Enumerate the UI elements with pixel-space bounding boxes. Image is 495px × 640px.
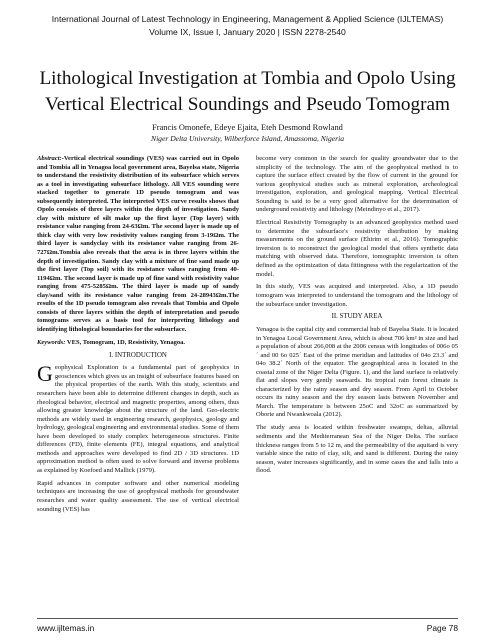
body-paragraph-1: become very common in the search for quality groundwater due to the simplicity of the technology. The aim of the geophysical method is to capture the surface effect created by the flow of current in the ground for various geophysical studies such as mineral exploration, archeological investigation, exploration, and geological mapping. Vertical Electrical Sounding is said to be a very good alternative for the determination of underground resistivity and lithology (Meindinyo et al., 2017).: [256, 155, 458, 214]
keywords-label: Keywords:: [37, 338, 66, 346]
author-list: Francis Omonefe, Edeye Ejaita, Eteh Desmond Rowland: [152, 123, 343, 132]
journal-name: International Journal of Latest Technology in Engineering, Management & Applied Science (IJLTEMAS): [51, 14, 444, 24]
study-area-paragraph-2: The study area is located within freshwater swamps, deltas, alluvial sediments and the Mediterranean Sea of the Niger Delta. The surface thickness ranges from 5 to 12 m, and the permeability of the aquitard is very variable since the ratio of clay, silt, and sand is different. During the rainy season, water increases significantly, and in some cases the and falls into a flood.: [256, 424, 458, 475]
intro-paragraph-1-text: eophysical Exploration is a fundamental part of geophysics in geosciences which gives us an insight of subsurface features based on the physical properties of the earth. With this study, scientists and researchers have been able to determine different changes in depth, such as rheological behavior, electrical and magnetic properties, among others, thus allowing greater knowledge about the structure of the land. Geo-electric methods are widely used in engineering research, geophysics, geology and hydrology, geological engineering and environmental studies. Some of them have been developed to study complex heterogeneous structures. Finite differences (FD), finite elements (FE), integral equations, and analytical methods and approaches were developed to find 2D / 3D structures. 1D approximation method is often used to solve forward and inverse problems as explained by Koefoed and Mallick (1979).: [37, 364, 239, 474]
paper-title: [20, 66, 475, 118]
body-paragraph-2: Electrical Resistivity Tomography is an advanced geophysics method used to determine the subsurface's resistivity distribution by making measurements on the ground surface (Ehirim et al., 2016). Tomographic inversion is to reconstruct the geological model that offers synthetic data matching with observed data. Therefore, tomographic inversion is often defined as the optimization of data fittingness with the regularization of the model.: [256, 219, 458, 278]
left-column: [37, 155, 239, 518]
abstract-text: Vertical electrical soundings (VES) was carried out in Opolo and Tombia all in Yenagoa local government area, Bayelsa state, Nigeria to understand the resistivity distribution of its subsurface which serves as a tool in investigating subsurface lithology. All VES sounding were stacked together to generate 1D pseudo tomogram and was subsequently interpreted. The interpreted VES curve results shows that Opolo consists of three layers within the depth of investigation. Sandy clay with mixture of silt make up the first layer (Top layer) with resistance value ranging from 24-63Ωm. The second layer is made up of thick clay with very low resistivity values ranging from 3-19Ωm. The third layer is sandyclay with its resistance value ranging from 26-727Ωm.Tombia also reveals that the area is in three layers within the depth of investigation. Sandy clay with a mixture of fine sand made up the first layer (Top soil) with its resistance values ranging from 40-1194Ωm. The second layer is made up of fine sand with resistivity value ranging from 475-5285Ωm. The third layer is made up of sandy clay/sand with its resistance value ranging from 24-28943Ωm.The results of the 1D pseudo tomogram also reveals that Tombia and Opolo consists of three layers within the depth of interpretation and pseudo tomograms serves as a basis tool for interpreting lithology and identifying lithological boundaries for the subsurface.: [37, 155, 239, 333]
keywords-text: VES, Tomogram, 1D, Resistivity, Yenagoa.: [65, 338, 186, 346]
section-heading-introduction: I. INTRODUCTION: [109, 351, 167, 359]
study-area-paragraph-1: Yenagoa is the capital city and commercial hub of Bayelsa State. It is located in Yenagoa Local Government Area, which is about 706 km² in size and had a population of about 266,008 at the 2006 census with longitudes of 006o 05´ and 00 6o 025´ East of the prime meridian and latitudes of 04o 23.3´ and 04o 38.2´ North of the equator. The geographical area is located in the coastal zone of the Niger Delta (Figure. 1), and the land surface is relatively flat and slopes very gently seawards. Its tropical rain forest climate is characterized by the rainy season and dry season. From April to October occurs its rainy season and the dry season lasts between November and March. The temperature is between 25oC and 32oC as summarized by Oborie and Nwankwoala (2012).: [256, 326, 458, 419]
body-paragraph-3: In this study, VES was acquired and interpreted. Also, a 1D pseudo tomogram was interpreted to understand the tomogram and the lithology of the subsurface under investigation.: [256, 283, 458, 308]
abstract-label: Abstract:-: [37, 155, 64, 162]
paper-title-line-2: Vertical Electrical Soundings and Pseudo Tomogram: [45, 94, 450, 115]
page-footer: [37, 618, 458, 633]
intro-paragraph-2: Rapid advances in computer software and other numerical modeling techniques are increasing the use of geophysical methods for groundwater researches and water quality assessment. The use of vertical electrical sounding (VES) has: [37, 479, 239, 513]
right-column: [256, 155, 458, 480]
section-heading-study-area: II. STUDY AREA: [331, 313, 383, 321]
footer-website: www.ijltemas.in: [37, 623, 95, 633]
intro-paragraph-1: [37, 361, 239, 475]
drop-cap: G: [37, 361, 53, 387]
author-affiliation: Niger Delta University, Wilberforce Island, Amassoma, Nigeria: [151, 134, 344, 143]
footer-page-number: Page 78: [426, 623, 458, 633]
journal-header: [0, 13, 495, 39]
paper-title-line-1: Lithological Investigation at Tombia and Opolo Using: [39, 68, 456, 89]
keywords: [37, 339, 239, 348]
abstract: [37, 155, 239, 334]
journal-volume-issue: Volume IX, Issue I, January 2020 | ISSN 2278-2540: [149, 27, 346, 37]
